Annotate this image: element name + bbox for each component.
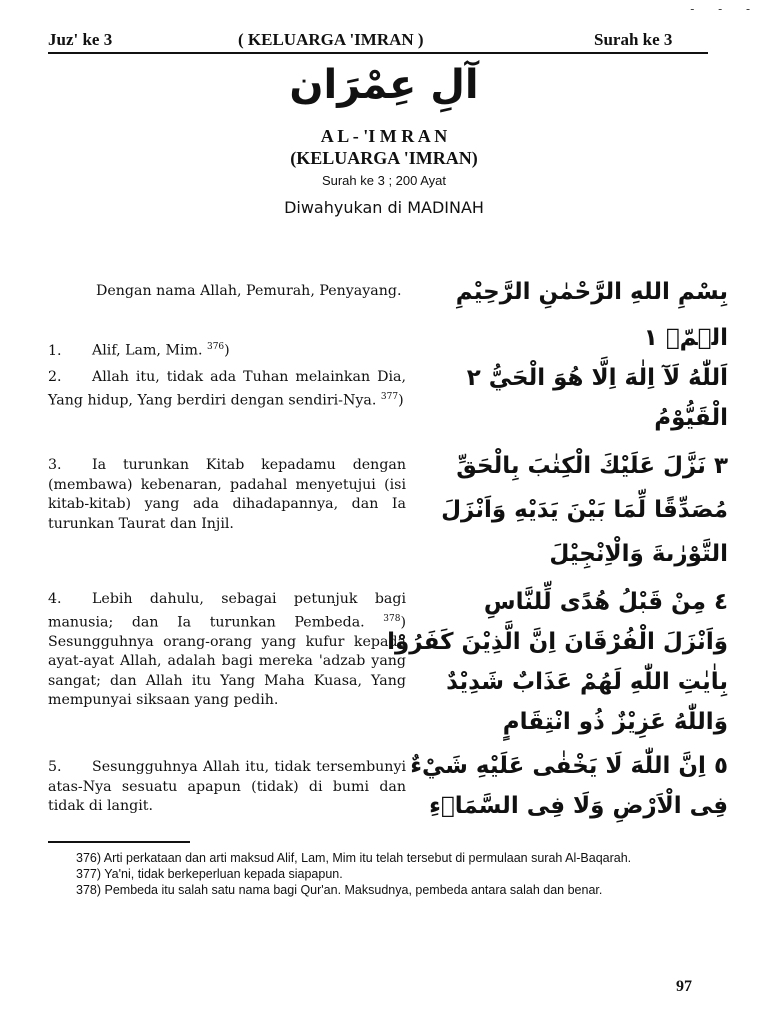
surah-revealed: Diwahyukan di MADINAH xyxy=(284,198,484,217)
footnote-377: 377) Ya'ni, tidak berkeperluan kepada siapapun. xyxy=(76,867,343,881)
verse-5-arabic: ٥ اِنَّ اللّٰهَ لَا يَخْفٰى عَلَيْهِ شَيْءٌ فِى الْاَرْضِ وَلَا فِى السَّمَاۤءِ xyxy=(410,753,728,819)
header-rule xyxy=(48,52,708,54)
verse-basmala-arabic: بِسْمِ اللهِ الرَّحْمٰنِ الرَّحِيْمِ xyxy=(455,279,728,305)
page-number: 97 xyxy=(676,978,692,995)
verse-5-translation: 5. Sesungguhnya Allah itu, tidak tersembunyi atas-Nya sesuatu apapun (tidak) di bumi dan tidak di langit. xyxy=(48,759,406,814)
header-surah: Surah ke 3 xyxy=(594,30,673,49)
footnote-376: 376) Arti perkataan dan arti maksud Alif, Lam, Mim itu telah tersebut di permulaan surah Al-Baqarah. xyxy=(76,851,632,865)
verse-1-arabic: الۤمّۤ ١ xyxy=(643,325,728,351)
verse-3-arabic: ٣ نَزَّلَ عَلَيْكَ الْكِتٰبَ بِالْحَقِّ مُصَدِّقًا لِّمَا بَيْنَ يَدَيْهِ وَاَنْزَلَ التَّوْرٰىةَ وَالْاِنْجِيْلَ xyxy=(441,453,728,567)
verse-basmala-translation: Dengan nama Allah, Pemurah, Penyayang. xyxy=(96,283,402,299)
header-title: ( KELUARGA 'IMRAN ) xyxy=(238,30,424,49)
footnote-378: 378) Pembeda itu salah satu nama bagi Qur'an. Maksudnya, pembeda antara salah dan benar. xyxy=(76,883,603,897)
verse-4-arabic: ٤ مِنْ قَبْلُ هُدًى لِّلنَّاسِ وَاَنْزَلَ الْفُرْقَانَ اِنَّ الَّذِيْنَ كَفَرُوْا بِاٰيٰتِ اللّٰهِ لَهُمْ عَذَابٌ شَدِيْدٌ وَاللّٰهُ عَزِيْزٌ ذُو انْتِقَامٍ xyxy=(387,589,728,735)
verse-3-translation: 3. Ia turunkan Kitab kepadamu dengan (membawa) kebenaran, padahal menyetujui (isi kitab-kitab) yang ada dihadapannya, dan Ia turunkan Taurat dan Injil. xyxy=(48,457,406,532)
surah-info: Surah ke 3 ; 200 Ayat xyxy=(321,173,447,188)
verse-4-translation: 4. Lebih dahulu, sebagai petunjuk bagi manusia; dan Ia turunkan Pembeda. $^{378}$) Sesungguhnya orang-orang yang kufur kepada ayat-ayat Allah, adalah bagi mereka 'adzab yang sangat; dan Allah itu Yang Maha Kuasa, Yang mempunyai siksaan yang pedih. xyxy=(48,591,406,709)
footnotes xyxy=(48,850,718,898)
surah-title-arabic: آلِ عِمْرَان xyxy=(289,62,479,108)
verse-2-arabic: اَللّٰهُ لَآ اِلٰهَ اِلَّا هُوَ الْحَيُّ ٢ الْقَيُّوْمُ xyxy=(466,365,728,431)
scan-corner-marks: - - - xyxy=(690,2,760,16)
verse-2-translation: 2. Allah itu, tidak ada Tuhan melainkan Dia, Yang hidup, Yang berdiri dengan sendiri-Nya. $^{377}$) xyxy=(48,369,406,409)
footnote-rule xyxy=(48,841,190,843)
header-juz: Juz' ke 3 xyxy=(48,30,113,49)
verse-1-translation: 1. Alif, Lam, Mim. $^{376}$) xyxy=(48,342,230,359)
surah-title-latin: A L - 'I M R A N xyxy=(320,126,448,146)
surah-meaning: (KELUARGA 'IMRAN) xyxy=(290,148,478,168)
